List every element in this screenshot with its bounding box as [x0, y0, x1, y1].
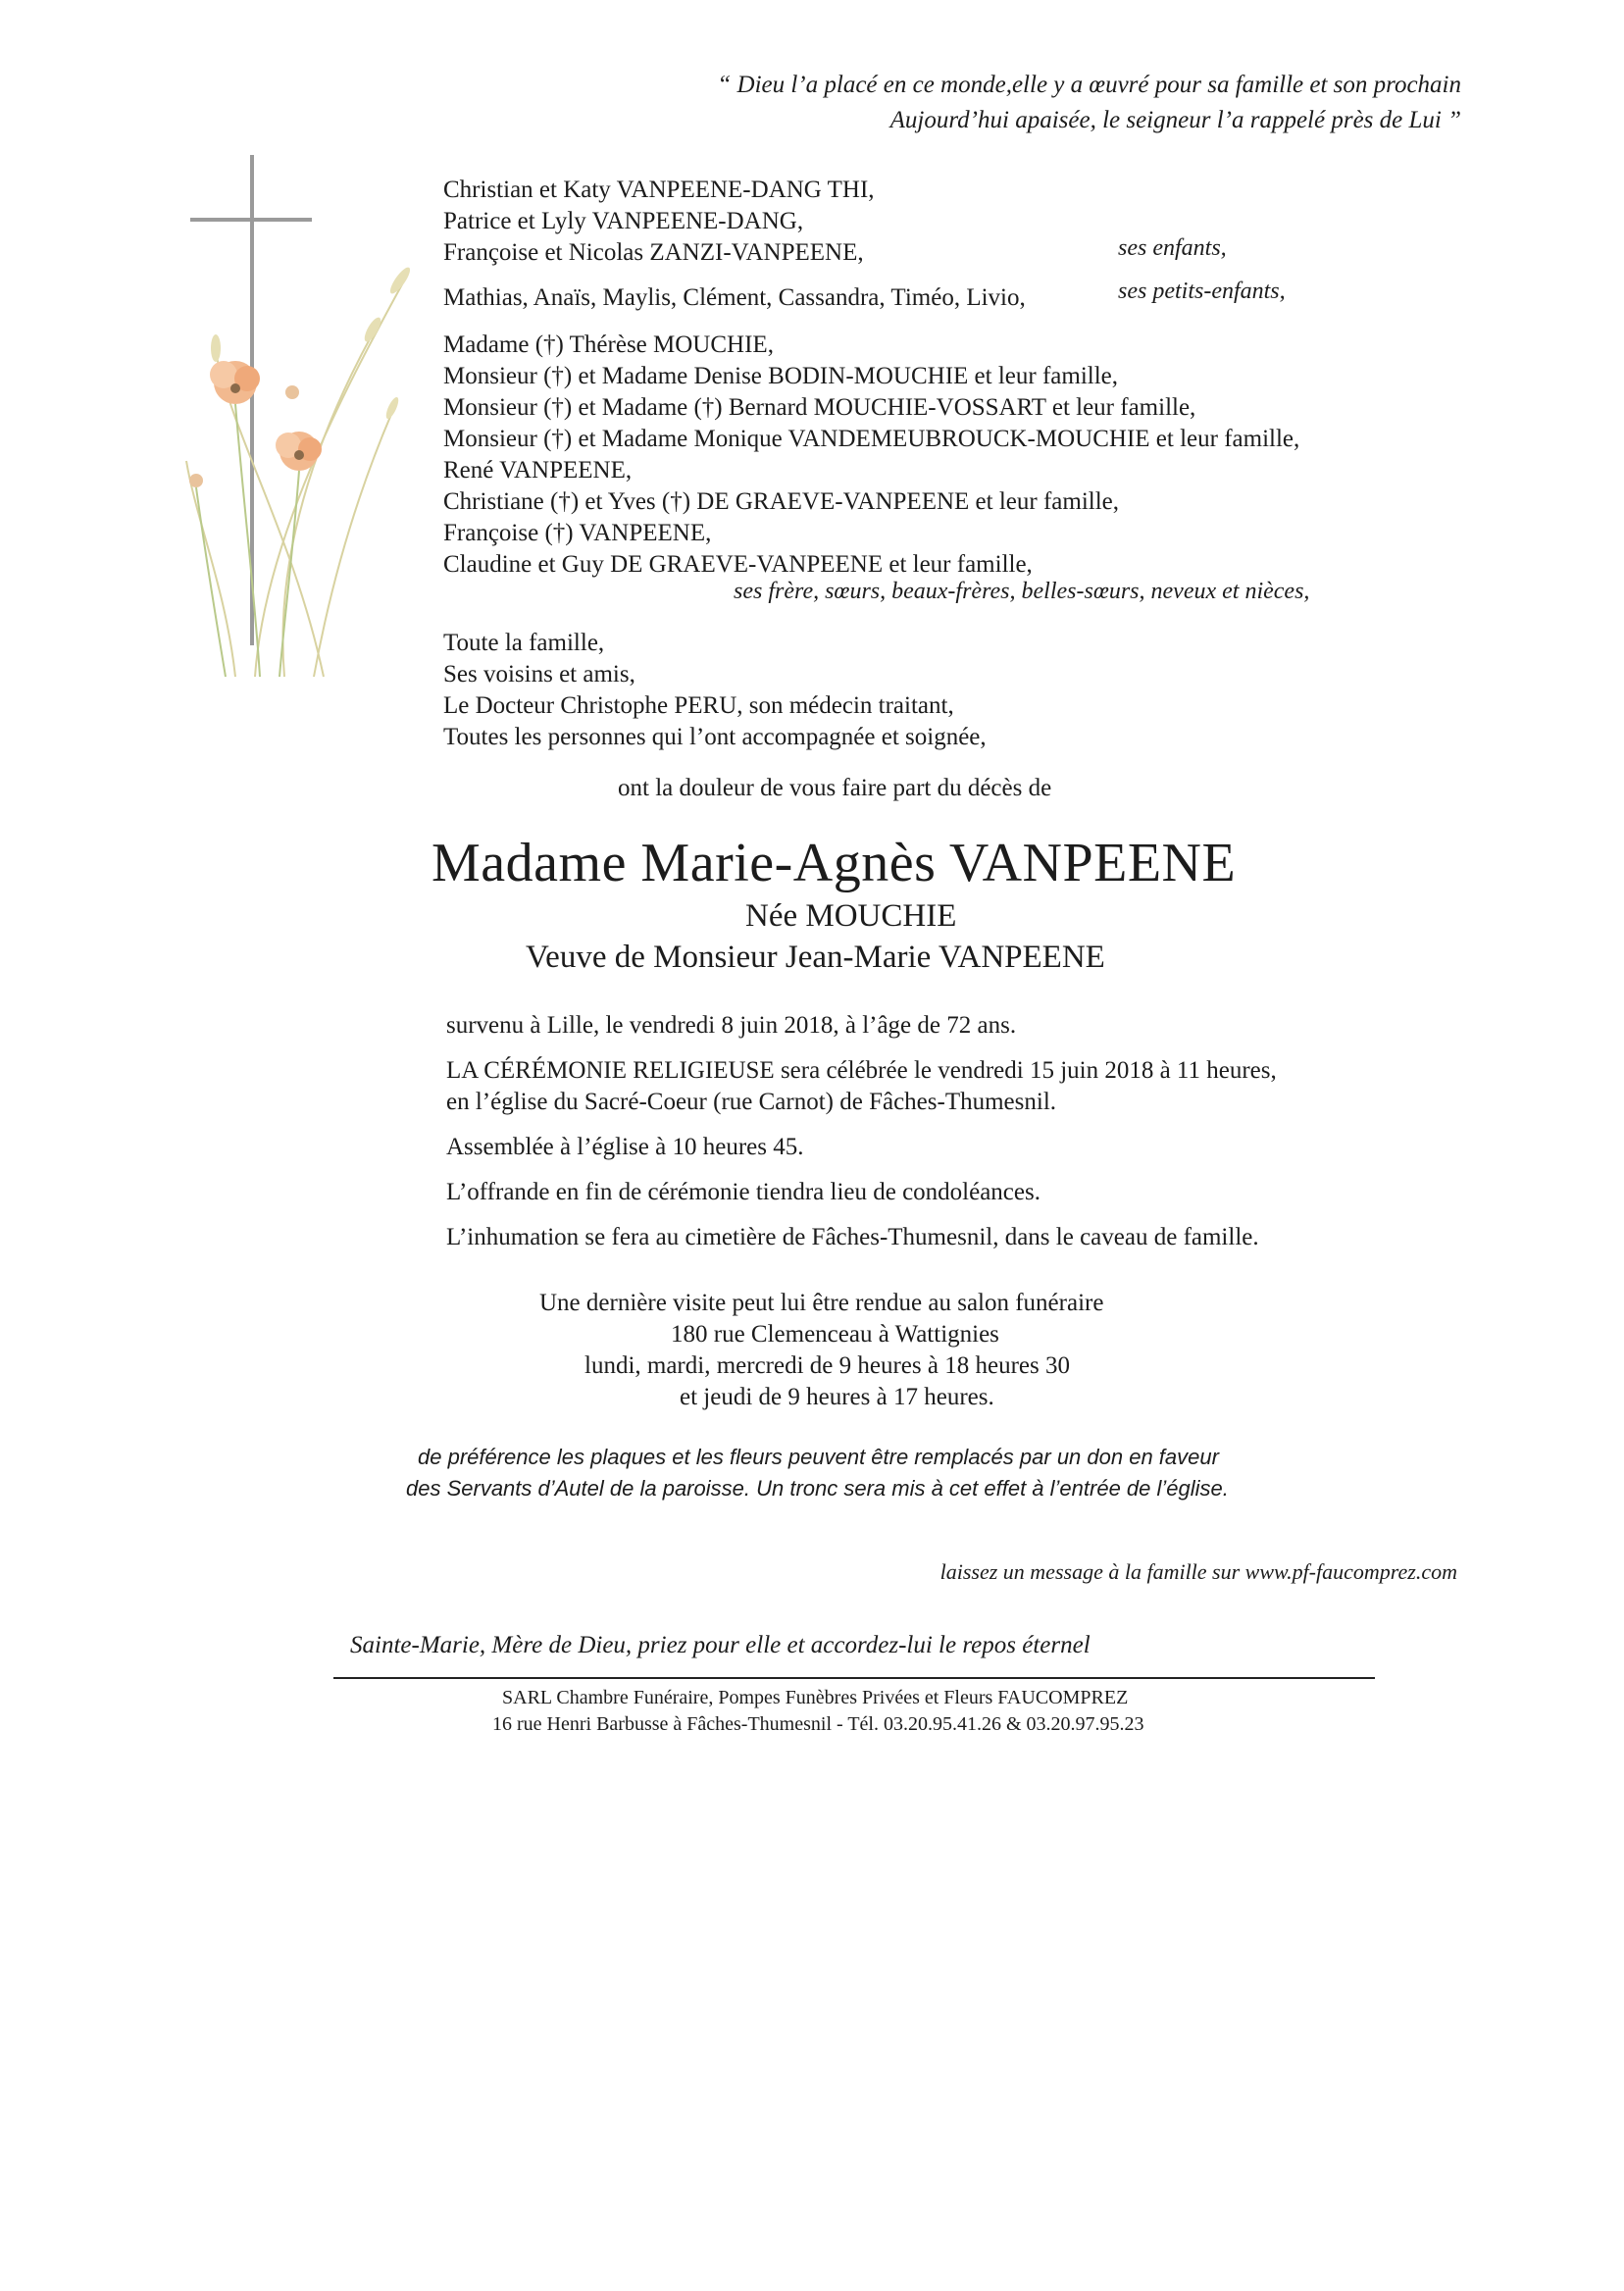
siblings-line-8: Claudine et Guy DE GRAEVE-VANPEENE et leur famille,	[443, 551, 1033, 578]
deceased-name	[431, 832, 1236, 894]
visit-line-2: 180 rue Clemenceau à Wattignies	[671, 1321, 999, 1348]
others-line-3: Le Docteur Christophe PERU, son médecin traitant,	[443, 692, 954, 719]
detail-ceremony: LA CÉRÉMONIE RELIGIEUSE sera célébrée le vendredi 15 juin 2018 à 11 heures,	[446, 1057, 1277, 1084]
detail-offering: L’offrande en fin de cérémonie tiendra lieu de condoléances.	[446, 1179, 1040, 1205]
footer-address: 16 rue Henri Barbusse à Fâches-Thumesnil - Tél. 03.20.95.41.26 & 03.20.97.95.23	[492, 1713, 1144, 1735]
visit-line-4: et jeudi de 9 heures à 17 heures.	[680, 1384, 994, 1410]
siblings-line-7: Françoise (†) VANPEENE,	[443, 520, 712, 546]
siblings-line-6: Christiane (†) et Yves (†) DE GRAEVE-VANPEENE et leur famille,	[443, 488, 1120, 515]
siblings-relation: ses frère, sœurs, beaux-frères, belles-sœurs, neveux et nièces,	[734, 579, 1310, 604]
visit-line-1: Une dernière visite peut lui être rendue au salon funéraire	[539, 1290, 1104, 1316]
footer-divider	[333, 1677, 1375, 1679]
cross-and-poppies-illustration	[177, 147, 412, 701]
grandchildren-names: Mathias, Anaïs, Maylis, Clément, Cassandra, Timéo, Livio,	[443, 284, 1026, 311]
children-line-1: Christian et Katy VANPEENE-DANG THI,	[443, 177, 875, 203]
visit-line-3: lundi, mardi, mercredi de 9 heures à 18 heures 30	[584, 1352, 1070, 1379]
detail-assembly: Assemblée à l’église à 10 heures 45.	[446, 1134, 804, 1160]
detail-death: survenu à Lille, le vendredi 8 juin 2018, à l’âge de 72 ans.	[446, 1012, 1017, 1039]
siblings-line-3: Monsieur (†) et Madame (†) Bernard MOUCHIE-VOSSART et leur famille,	[443, 394, 1196, 421]
preference-line-1: de préférence les plaques et les fleurs peuvent être remplacés par un don en faveur	[418, 1445, 1219, 1469]
deceased-maiden-name: Née MOUCHIE	[745, 898, 957, 934]
children-relation: ses enfants,	[1118, 235, 1227, 261]
epigraph-line-2: Aujourd’hui apaisée, le seigneur l’a rappelé près de Lui ”	[889, 107, 1461, 133]
deceased-widow-of: Veuve de Monsieur Jean-Marie VANPEENE	[526, 940, 1105, 975]
prayer-line: Sainte-Marie, Mère de Dieu, priez pour elle et accordez-lui le repos éternel	[350, 1632, 1091, 1658]
announcement: ont la douleur de vous faire part du décès de	[618, 775, 1052, 801]
message-line: laissez un message à la famille sur www.pf-faucomprez.com	[939, 1559, 1457, 1584]
others-line-2: Ses voisins et amis,	[443, 661, 635, 687]
grandchildren-relation: ses petits-enfants,	[1118, 279, 1286, 304]
preference-line-2: des Servants d’Autel de la paroisse. Un tronc sera mis à cet effet à l’entrée de l’église.	[406, 1476, 1229, 1501]
deceased-name-text: Madame Marie-Agnès VANPEENE	[431, 833, 1237, 893]
epigraph-line-1: “ Dieu l’a placé en ce monde,elle y a œuvré pour sa famille et son prochain	[717, 72, 1461, 98]
siblings-line-2: Monsieur (†) et Madame Denise BODIN-MOUCHIE et leur famille,	[443, 363, 1119, 389]
detail-church: en l’église du Sacré-Coeur (rue Carnot) de Fâches-Thumesnil.	[446, 1089, 1057, 1115]
detail-burial: L’inhumation se fera au cimetière de Fâches-Thumesnil, dans le caveau de famille.	[446, 1224, 1259, 1250]
others-line-1: Toute la famille,	[443, 630, 605, 656]
others-line-4: Toutes les personnes qui l’ont accompagnée et soignée,	[443, 724, 987, 750]
siblings-line-4: Monsieur (†) et Madame Monique VANDEMEUBROUCK-MOUCHIE et leur famille,	[443, 426, 1300, 452]
footer-company: SARL Chambre Funéraire, Pompes Funèbres Privées et Fleurs FAUCOMPREZ	[502, 1687, 1129, 1708]
children-line-3: Françoise et Nicolas ZANZI-VANPEENE,	[443, 239, 864, 266]
siblings-line-5: René VANPEENE,	[443, 457, 633, 484]
siblings-line-1: Madame (†) Thérèse MOUCHIE,	[443, 331, 774, 358]
children-line-2: Patrice et Lyly VANPEENE-DANG,	[443, 208, 804, 234]
